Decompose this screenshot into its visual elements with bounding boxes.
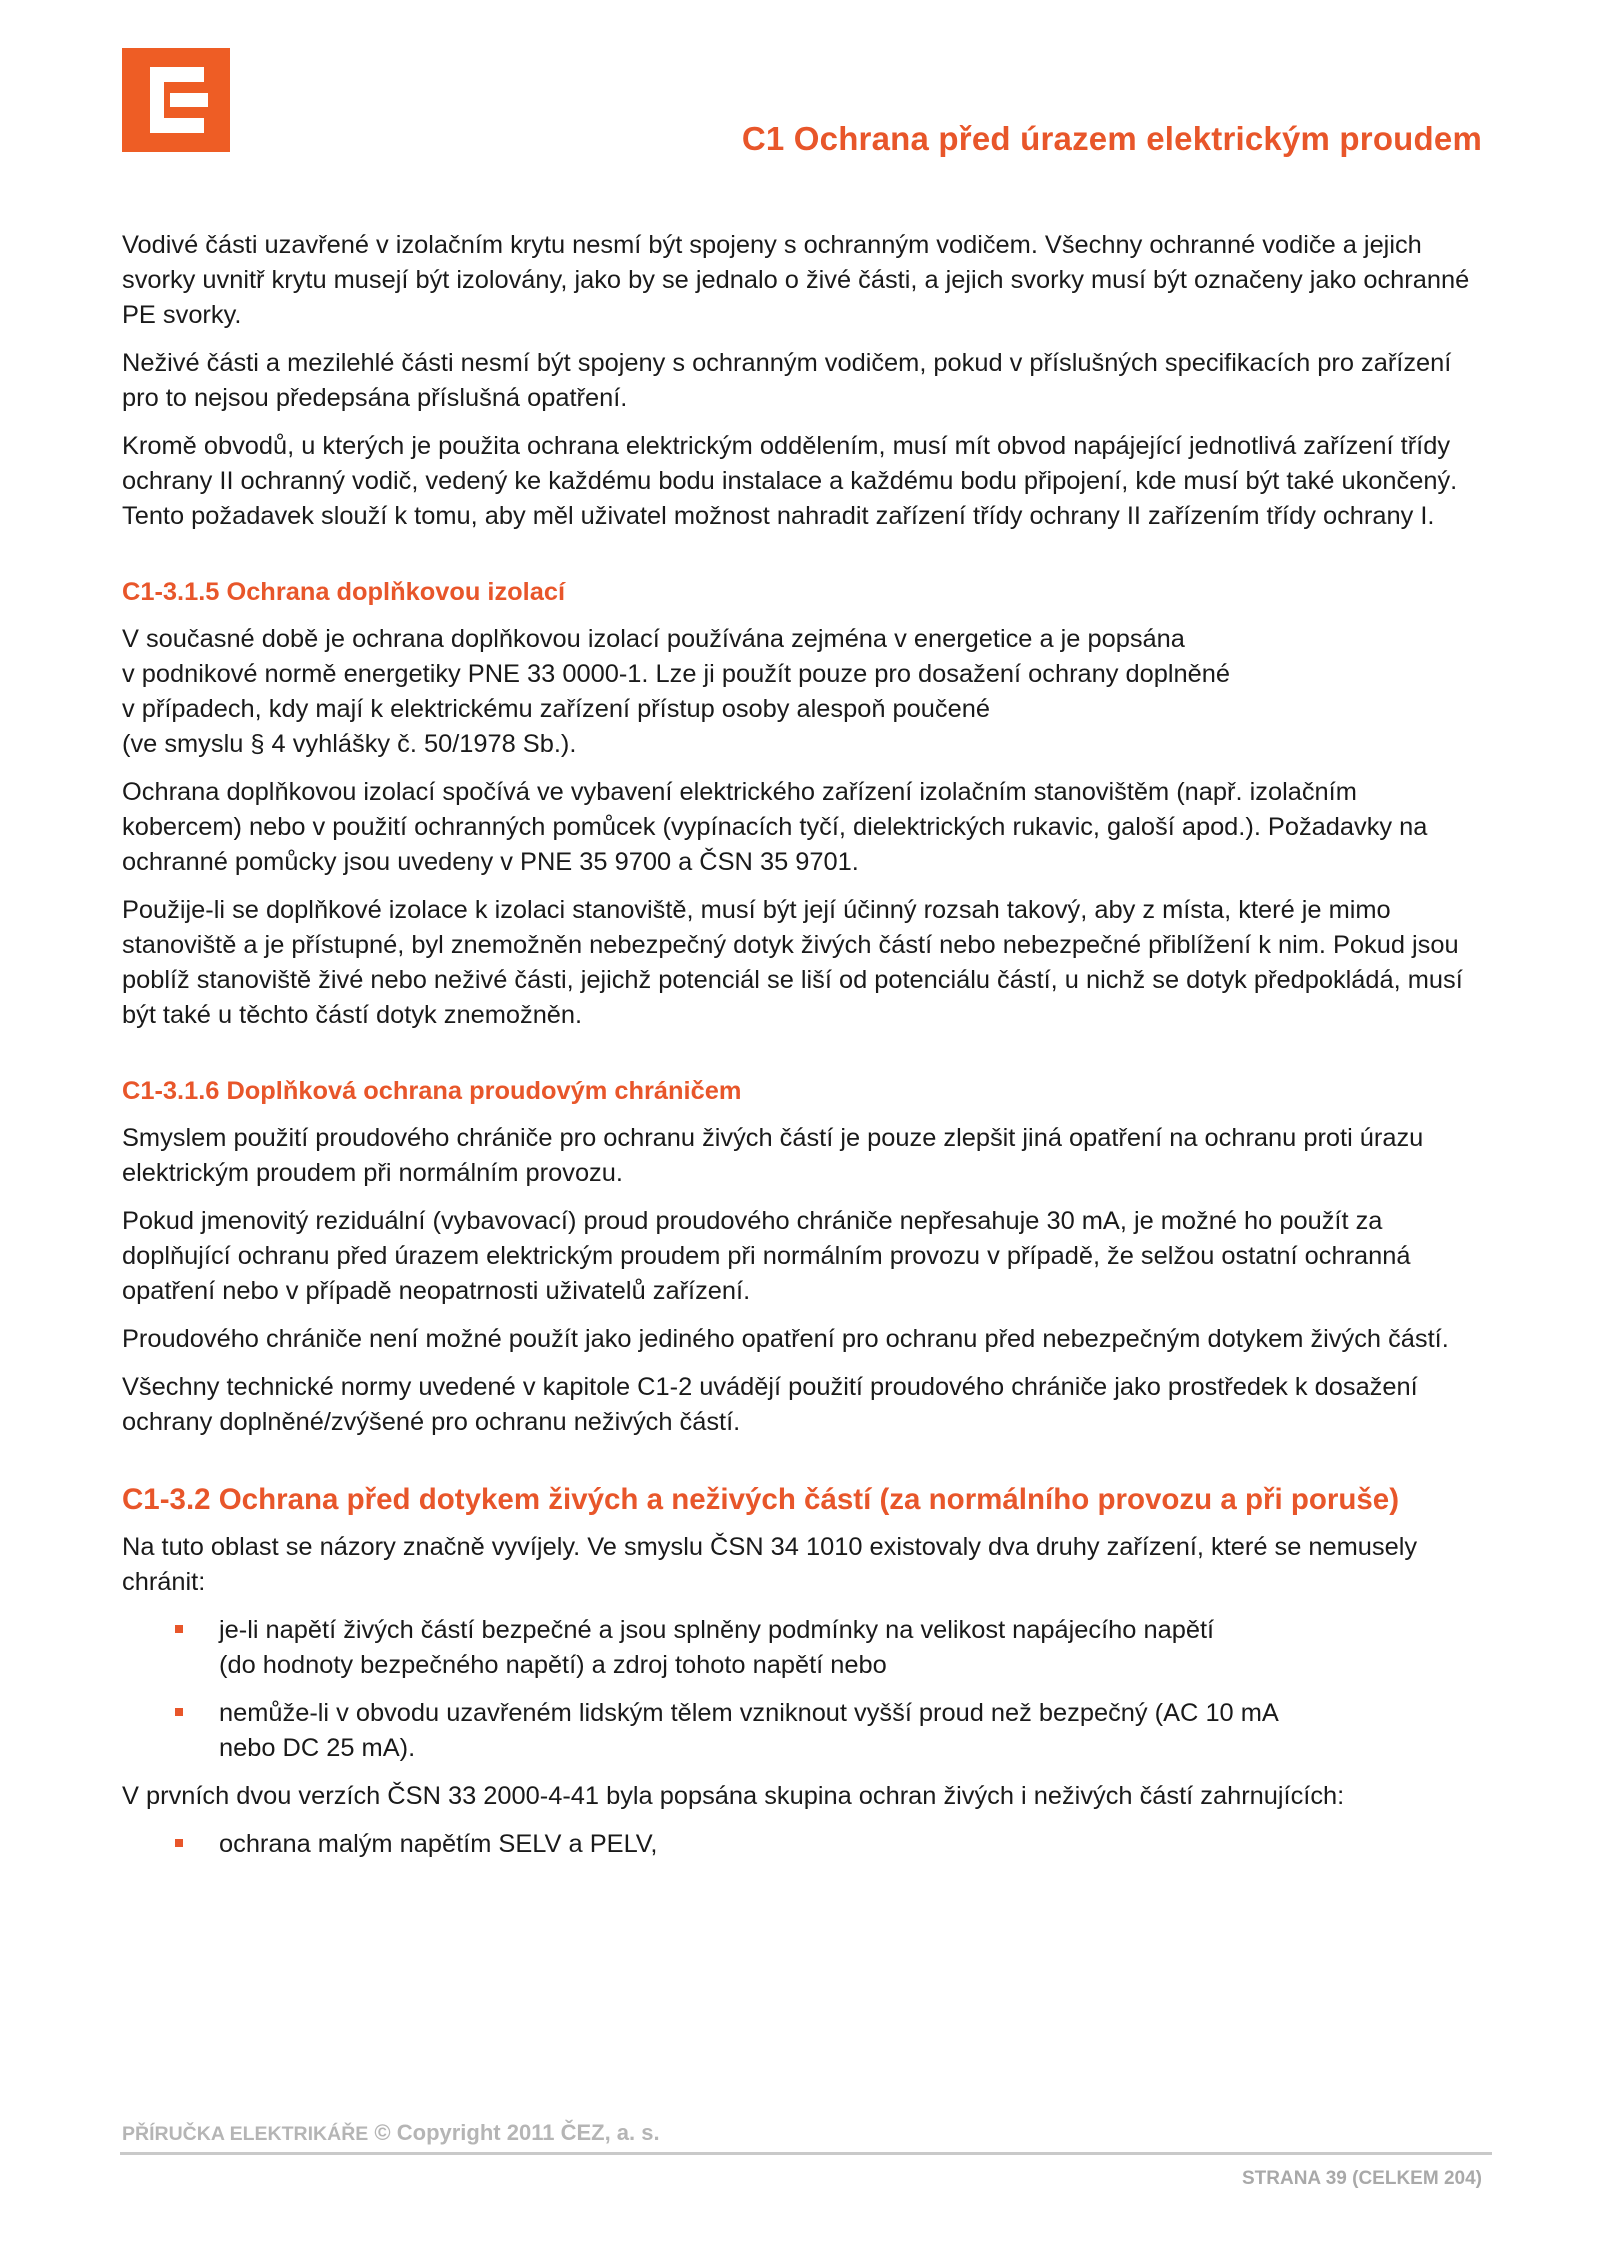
footer-copyright-text: © Copyright 2011 ČEZ, a. s.: [374, 2120, 660, 2145]
paragraph: Vodivé části uzavřené v izolačním krytu nesmí být spojeny s ochranným vodičem. Všechny ochranné vodiče a jejich svorky uvnitř krytu musejí být izolovány, jako by se jednalo o živé části, a jejich svorky musí být označeny jako ochranné PE svorky.: [122, 231, 1470, 329]
paragraph: Ochrana doplňkovou izolací spočívá ve vybavení elektrického zařízení izolačním stanovištěm (např. izolačním kobercem) nebo v použití ochranných pomůcek (vypínacích tyčí, dielektrických rukavic, galoší apod.). Požadavky na ochranné pomůcky jsou uvedeny v PNE 35 9700 a ČSN 35 9701.: [122, 778, 1428, 876]
paragraph: Neživé části a mezilehlé části nesmí být spojeny s ochranným vodičem, pokud v příslušných specifikacích pro zařízení pro to nejsou předepsána příslušná opatření.: [122, 349, 1452, 412]
list-item-text: ochrana malým napětím SELV a PELV,: [219, 1830, 658, 1858]
list-item: [122, 1827, 1482, 1862]
text-line: (do hodnoty bezpečného napětí) a zdroj tohoto napětí nebo: [219, 1651, 887, 1679]
paragraph: Všechny technické normy uvedené v kapitole C1-2 uvádějí použití proudového chrániče jako prostředek k dosažení ochrany doplněné/zvýšené pro ochranu neživých částí.: [122, 1373, 1418, 1436]
bullet-list: [122, 1827, 1482, 1862]
paragraph: Smyslem použití proudového chrániče pro ochranu živých částí je pouze zlepšit jiná opatření na ochranu proti úrazu elektrickým proudem při normálním provozu.: [122, 1124, 1424, 1187]
paragraph: Použije-li se doplňkové izolace k izolaci stanoviště, musí být její účinný rozsah takový, aby z místa, které je mimo stanoviště a je přístupné, byl znemožněn nebezpečný dotyk živých částí nebo nebezpečné přiblížení k nim. Pokud jsou poblíž stanoviště živé nebo neživé části, jejichž potenciál se liší od potenciálu částí, u nichž se dotyk předpokládá, musí být také u těchto částí dotyk znemožněn.: [122, 896, 1463, 1029]
bullet-list: [122, 1613, 1482, 1766]
section-heading-3-2: C1-3.2 Ochrana před dotykem živých a neživých částí (za normálního provozu a při poruše): [122, 1483, 1400, 1516]
bullet-icon: [175, 1625, 183, 1633]
section-heading-3-1-5: C1-3.1.5 Ochrana doplňkovou izolací: [122, 578, 566, 606]
bullet-icon: [175, 1839, 183, 1847]
paragraph: Pokud jmenovitý reziduální (vybavovací) proud proudového chrániče nepřesahuje 30 mA, je možné ho použít za doplňující ochranu před úrazem elektrickým proudem při normálním provozu v případě, že selžou ostatní ochranná opatření nebo v případě neopatrnosti uživatelů zařízení.: [122, 1207, 1411, 1305]
text-line: v případech, kdy mají k elektrickému zařízení přístup osoby alespoň poučené: [122, 695, 990, 723]
paragraph: V prvních dvou verzích ČSN 33 2000-4-41 byla popsána skupina ochran živých i neživých částí zahrnujících:: [122, 1782, 1345, 1810]
main-content: [122, 228, 1482, 1875]
paragraph: Proudového chrániče není možné použít jako jediného opatření pro ochranu před nebezpečným dotykem živých částí.: [122, 1325, 1449, 1353]
page-header-title: C1 Ochrana před úrazem elektrickým proudem: [741, 120, 1482, 157]
list-item: [122, 1613, 1482, 1683]
page-number: STRANA 39 (CELKEM 204): [1241, 2168, 1482, 2189]
paragraph: Na tuto oblast se názory značně vyvíjely. Ve smyslu ČSN 34 1010 existovaly dva druhy zařízení, které se nemusely chránit:: [122, 1533, 1418, 1596]
text-line: v podnikové normě energetiky PNE 33 0000-1. Lze ji použít pouze pro dosažení ochrany doplněné: [122, 660, 1231, 688]
text-line: nebo DC 25 mA).: [219, 1734, 416, 1762]
footer-book-title: PŘÍRUČKA ELEKTRIKÁŘE: [122, 2123, 369, 2145]
cez-logo-icon: [122, 48, 230, 152]
list-item: [122, 1696, 1482, 1766]
bullet-icon: [175, 1708, 183, 1716]
paragraph: Kromě obvodů, u kterých je použita ochrana elektrickým oddělením, musí mít obvod napájející jednotlivá zařízení třídy ochrany II ochranný vodič, vedený ke každému bodu instalace a každému bodu připojení, kde musí být také ukončený. Tento požadavek slouží k tomu, aby měl uživatel možnost nahradit zařízení třídy ochrany II zařízením třídy ochrany I.: [122, 432, 1458, 530]
paragraph: [122, 622, 1482, 762]
text-line: (ve smyslu § 4 vyhlášky č. 50/1978 Sb.).: [122, 730, 577, 758]
section-heading-3-1-6: C1-3.1.6 Doplňková ochrana proudovým chráničem: [122, 1077, 742, 1105]
text-line: nemůže-li v obvodu uzavřeném lidským tělem vzniknout vyšší proud než bezpečný (AC 10 mA: [219, 1699, 1279, 1727]
footer-divider: [120, 2152, 1492, 2155]
footer-copyright: [122, 2120, 660, 2146]
text-line: je-li napětí živých částí bezpečné a jsou splněny podmínky na velikost napájecího napětí: [219, 1616, 1215, 1644]
text-line: V současné době je ochrana doplňkovou izolací používána zejména v energetice a je popsána: [122, 625, 1185, 653]
